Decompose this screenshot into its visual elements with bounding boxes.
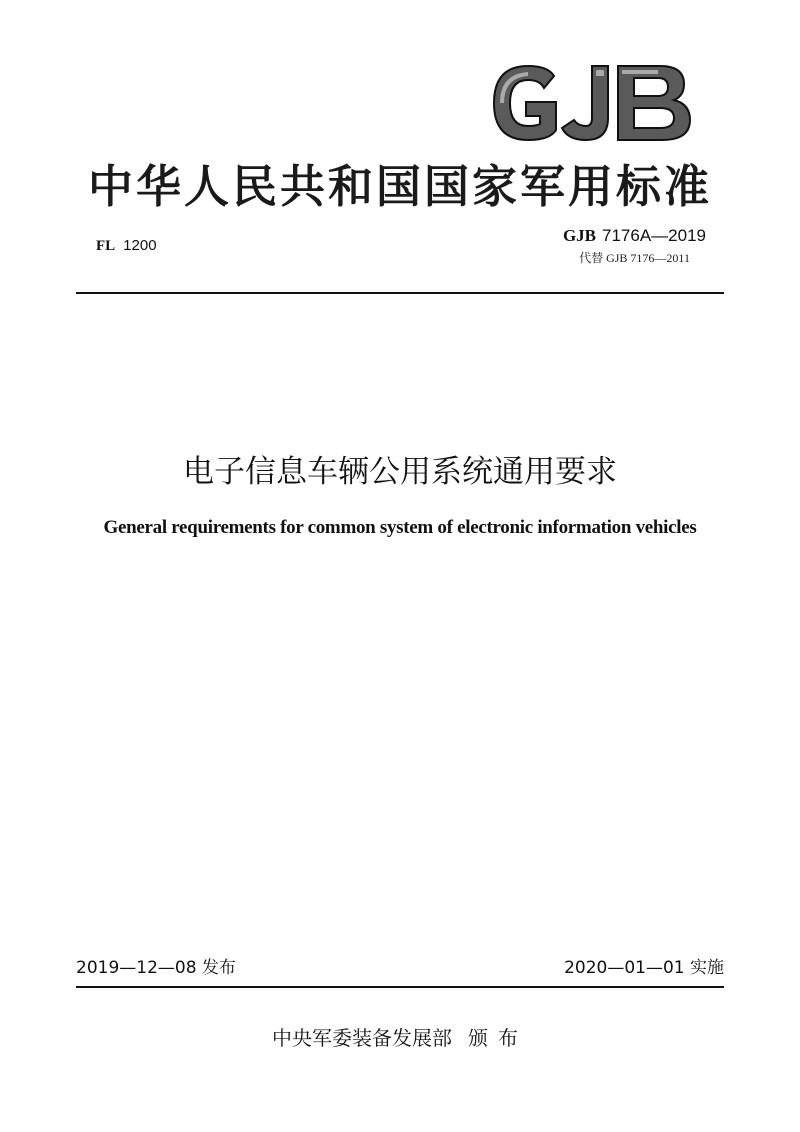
standard-number	[563, 226, 706, 246]
document-title-chinese: 电子信息车辆公用系统通用要求	[183, 454, 617, 490]
issue-date: 2019—12—08 发布	[76, 958, 236, 978]
document-title-english: General requirements for common system of electronic information vehicles	[103, 517, 697, 538]
standard-number-block	[563, 226, 706, 266]
bottom-divider	[76, 986, 724, 988]
implementation-date: 2020—01—01 实施	[564, 958, 724, 978]
publisher-name: 中央军委装备发展部	[272, 1026, 452, 1050]
gjb-logo-icon	[488, 62, 700, 144]
replaces-note: 代替 GJB 7176—2011	[579, 251, 690, 265]
classification-prefix: FL	[96, 238, 116, 254]
standard-code: 7176A—2019	[602, 226, 706, 245]
top-divider	[76, 292, 724, 294]
national-standard-heading: 中华人民共和国国家军用标准	[87, 160, 712, 213]
publisher-line	[0, 1022, 800, 1051]
standard-prefix: GJB	[562, 226, 597, 245]
classification-number: 1200	[123, 237, 157, 254]
classification-code	[96, 236, 157, 255]
publisher-verb: 颁布	[468, 1026, 528, 1050]
